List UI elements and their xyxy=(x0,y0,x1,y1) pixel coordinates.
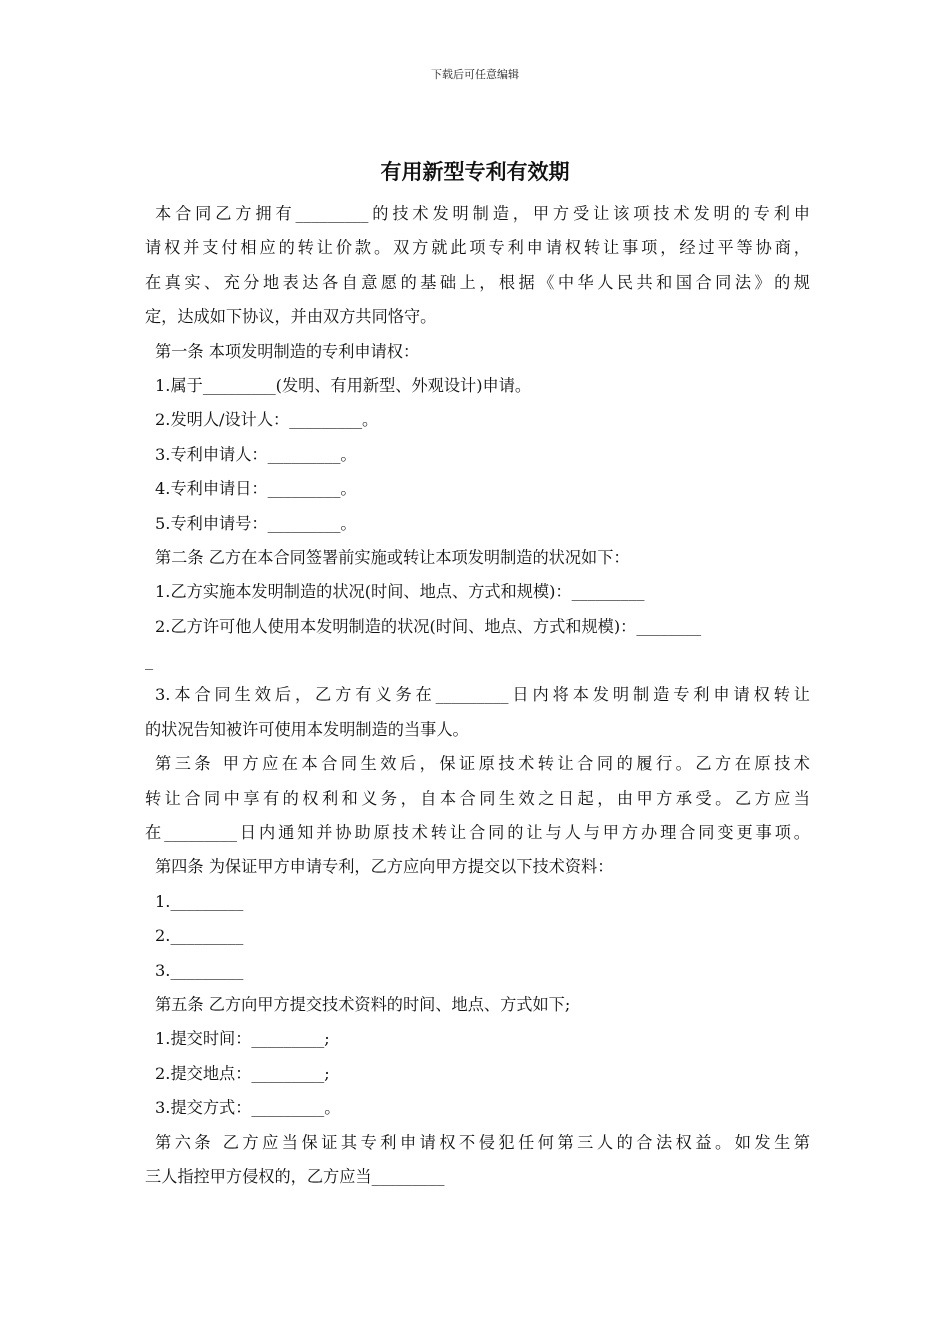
text-line: 在真实、充分地表达各自意愿的基础上，根据《中华人民共和国合同法》的规 xyxy=(145,272,810,292)
text-line: 第三条 甲方应在本合同生效后，保证原技术转让合同的履行。乙方在原技术 xyxy=(155,754,810,774)
text-line: 第五条 乙方向甲方提交技术资料的时间、地点、方式如下; xyxy=(155,994,571,1014)
text-line: 1.属于_________(发明、有用新型、外观设计)申请。 xyxy=(155,375,532,395)
text-line: 第六条 乙方应当保证其专利申请权不侵犯任何第三人的合法权益。如发生第 xyxy=(155,1132,810,1152)
text-line: 本合同乙方拥有_________的技术发明制造，甲方受让该项技术发明的专利申 xyxy=(155,204,810,223)
text-line: 1._________ xyxy=(155,891,244,911)
document-title: 有用新型专利有效期 xyxy=(380,159,570,184)
text-line: _ xyxy=(145,651,154,671)
text-line: 1.提交时间：_________; xyxy=(155,1029,330,1049)
text-line: 3.提交方式：_________。 xyxy=(155,1098,341,1118)
text-line: 请权并支付相应的转让价款。双方就此项专利申请权转让事项，经过平等协商， xyxy=(145,238,810,258)
text-line: 第一条 本项发明制造的专利申请权： xyxy=(155,341,420,361)
text-line: 3.专利申请人：_________。 xyxy=(155,444,357,464)
page-header-note: 下载后可任意编辑 xyxy=(431,68,519,81)
text-line: 定，达成如下协议，并由双方共同恪守。 xyxy=(145,307,437,327)
text-line: 5.专利申请号：_________。 xyxy=(155,513,357,533)
text-line: 转让合同中享有的权利和义务，自本合同生效之日起，由甲方承受。乙方应当 xyxy=(145,788,810,808)
text-line: 三人指控甲方侵权的，乙方应当_________ xyxy=(145,1166,445,1186)
document-body xyxy=(145,197,810,1194)
text-line: 2.提交地点：_________; xyxy=(155,1063,330,1083)
text-line: 的状况告知被许可使用本发明制造的当事人。 xyxy=(145,719,469,739)
text-line: 2.乙方许可他人使用本发明制造的状况(时间、地点、方式和规模)：________ xyxy=(155,616,702,636)
text-line: 第二条 乙方在本合同签署前实施或转让本项发明制造的状况如下： xyxy=(155,547,630,567)
text-line: 2.发明人/设计人：_________。 xyxy=(155,410,379,430)
text-line: 在_________日内通知并协助原技术转让合同的让与人与甲方办理合同变更事项。 xyxy=(145,823,810,843)
text-line: 3.本合同生效后，乙方有义务在_________日内将本发明制造专利申请权转让 xyxy=(155,685,810,705)
text-line: 2._________ xyxy=(155,926,244,946)
text-line: 1.乙方实施本发明制造的状况(时间、地点、方式和规模)：_________ xyxy=(155,582,645,602)
text-line: 3._________ xyxy=(155,960,244,980)
text-line: 4.专利申请日：_________。 xyxy=(155,479,357,499)
text-line: 第四条 为保证甲方申请专利，乙方应向甲方提交以下技术资料： xyxy=(155,857,614,877)
